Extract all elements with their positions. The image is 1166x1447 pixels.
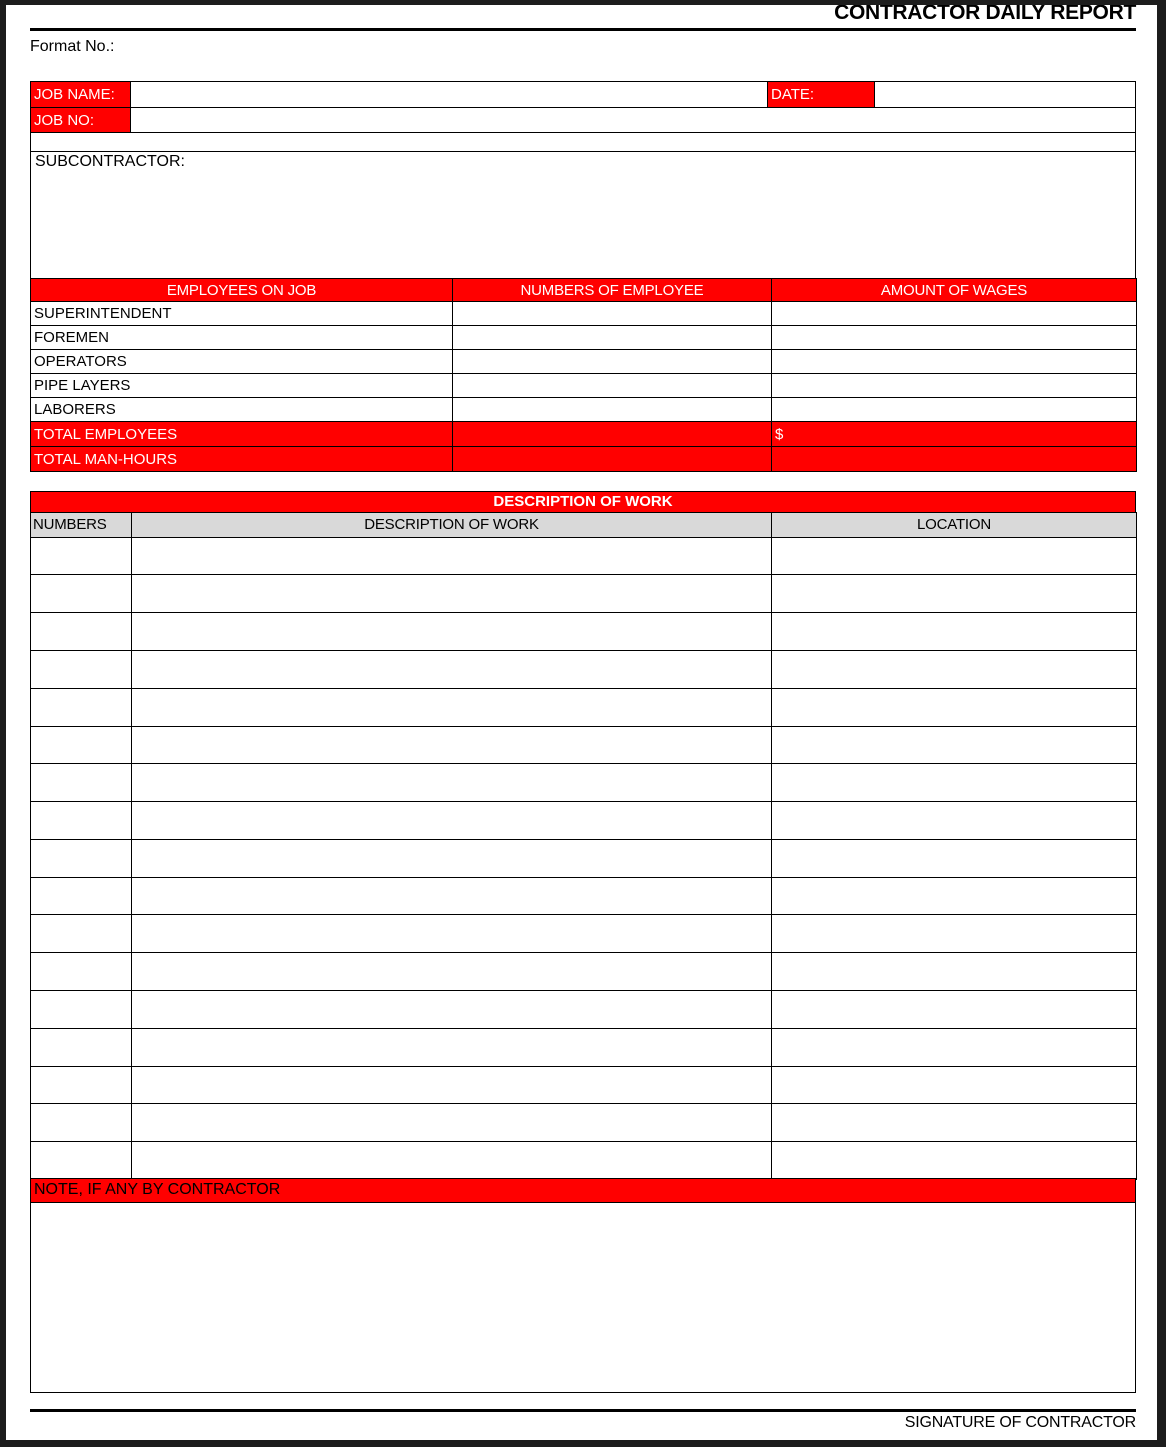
- format-no-label: Format No.:: [30, 38, 115, 55]
- work-numbers-cell[interactable]: [31, 1066, 132, 1104]
- work-location-cell[interactable]: [772, 764, 1137, 802]
- work-numbers-cell[interactable]: [31, 802, 132, 840]
- total-wages-cell[interactable]: $: [772, 422, 1137, 447]
- work-row: [31, 915, 1137, 953]
- work-description-cell[interactable]: [132, 839, 772, 877]
- work-row: [31, 537, 1137, 575]
- work-numbers-cell[interactable]: [31, 953, 132, 991]
- employee-type-label: SUPERINTENDENT: [31, 302, 453, 326]
- work-location-cell[interactable]: [772, 613, 1137, 651]
- description-of-work-header: DESCRIPTION OF WORK: [132, 512, 772, 537]
- amount-of-wages-header: AMOUNT OF WAGES: [772, 279, 1137, 302]
- work-description-cell[interactable]: [132, 537, 772, 575]
- section-gap: [30, 472, 1136, 491]
- work-row: [31, 575, 1137, 613]
- total-employees-count-cell[interactable]: [453, 422, 772, 447]
- work-description-cell[interactable]: [132, 688, 772, 726]
- work-description-cell[interactable]: [132, 953, 772, 991]
- work-description-cell[interactable]: [132, 613, 772, 651]
- work-numbers-cell[interactable]: [31, 537, 132, 575]
- employee-type-label: OPERATORS: [31, 350, 453, 374]
- note-bar: [30, 1178, 1136, 1203]
- employee-row-operators: [31, 350, 1137, 374]
- title-divider: [30, 28, 1136, 31]
- date-label: DATE:: [768, 82, 875, 108]
- total-man-hours-label: TOTAL MAN-HOURS: [31, 447, 453, 472]
- description-of-work-section-header: DESCRIPTION OF WORK: [30, 491, 1136, 513]
- work-numbers-cell[interactable]: [31, 764, 132, 802]
- subcontractor-label: SUBCONTRACTOR:: [35, 153, 185, 170]
- work-location-cell[interactable]: [772, 877, 1137, 915]
- numbers-header: NUMBERS: [31, 512, 132, 537]
- employee-wages-cell[interactable]: [772, 398, 1137, 422]
- signature-label: SIGNATURE OF CONTRACTOR: [904, 1414, 1136, 1432]
- work-location-cell[interactable]: [772, 575, 1137, 613]
- employee-count-cell[interactable]: [453, 398, 772, 422]
- work-row: [31, 877, 1137, 915]
- work-description-cell[interactable]: [132, 1142, 772, 1180]
- work-numbers-cell[interactable]: [31, 915, 132, 953]
- work-numbers-cell[interactable]: [31, 688, 132, 726]
- work-description-cell[interactable]: [132, 877, 772, 915]
- work-row: [31, 726, 1137, 764]
- work-row: [31, 764, 1137, 802]
- work-location-cell[interactable]: [772, 802, 1137, 840]
- work-row: [31, 953, 1137, 991]
- work-location-cell[interactable]: [772, 537, 1137, 575]
- work-location-cell[interactable]: [772, 1028, 1137, 1066]
- total-man-hours-wages-cell[interactable]: [772, 447, 1137, 472]
- work-row: [31, 839, 1137, 877]
- total-man-hours-row: [31, 447, 1137, 472]
- employee-row-laborers: [31, 398, 1137, 422]
- work-description-cell[interactable]: [132, 1104, 772, 1142]
- employee-wages-cell[interactable]: [772, 350, 1137, 374]
- work-description-cell[interactable]: [132, 726, 772, 764]
- work-row: [31, 991, 1137, 1029]
- total-man-hours-count-cell[interactable]: [453, 447, 772, 472]
- work-location-cell[interactable]: [772, 991, 1137, 1029]
- work-row: [31, 650, 1137, 688]
- work-location-cell[interactable]: [772, 839, 1137, 877]
- work-row: [31, 1104, 1137, 1142]
- work-location-cell[interactable]: [772, 726, 1137, 764]
- spacer-cell: [31, 133, 1136, 152]
- employees-table-header-row: [31, 279, 1137, 302]
- page-content: [6, 2, 1157, 1432]
- job-name-field[interactable]: [131, 82, 768, 108]
- work-table-body: [31, 537, 1137, 1180]
- work-row: [31, 1028, 1137, 1066]
- employee-row-superintendent: [31, 302, 1137, 326]
- work-location-cell[interactable]: [772, 688, 1137, 726]
- work-table-header-row: [31, 512, 1137, 537]
- page-title: CONTRACTOR DAILY REPORT: [834, 1, 1136, 24]
- work-numbers-cell[interactable]: [31, 839, 132, 877]
- job-name-row: [31, 82, 1136, 108]
- work-numbers-cell[interactable]: [31, 1028, 132, 1066]
- employee-type-label: PIPE LAYERS: [31, 374, 453, 398]
- job-no-field[interactable]: [131, 108, 1136, 133]
- subcontractor-box[interactable]: [30, 151, 1136, 280]
- work-numbers-cell[interactable]: [31, 726, 132, 764]
- employee-wages-cell[interactable]: [772, 326, 1137, 350]
- signature-line: [30, 1409, 1136, 1412]
- work-description-cell[interactable]: [132, 575, 772, 613]
- work-numbers-cell[interactable]: [31, 1104, 132, 1142]
- work-numbers-cell[interactable]: [31, 613, 132, 651]
- description-of-work-table: [30, 512, 1137, 1181]
- work-location-cell[interactable]: [772, 915, 1137, 953]
- work-location-cell[interactable]: [772, 1066, 1137, 1104]
- location-header: LOCATION: [772, 512, 1137, 537]
- job-info-table: [30, 81, 1136, 152]
- employee-row-pipe-layers: [31, 374, 1137, 398]
- employees-table: [30, 278, 1137, 472]
- employee-wages-cell[interactable]: [772, 374, 1137, 398]
- employee-count-cell[interactable]: [453, 326, 772, 350]
- employee-wages-cell[interactable]: [772, 302, 1137, 326]
- work-numbers-cell[interactable]: [31, 575, 132, 613]
- date-field[interactable]: [875, 82, 1136, 108]
- work-description-cell[interactable]: [132, 650, 772, 688]
- job-no-label: JOB NO:: [31, 108, 131, 133]
- work-description-cell[interactable]: [132, 802, 772, 840]
- employee-count-cell[interactable]: [453, 374, 772, 398]
- work-row: [31, 1066, 1137, 1104]
- work-location-cell[interactable]: [772, 953, 1137, 991]
- note-box[interactable]: [30, 1203, 1136, 1393]
- total-employees-label: TOTAL EMPLOYEES: [31, 422, 453, 447]
- employee-count-cell[interactable]: [453, 302, 772, 326]
- work-location-cell[interactable]: [772, 1142, 1137, 1180]
- employee-row-foremen: [31, 326, 1137, 350]
- work-row: [31, 1142, 1137, 1180]
- note-label: NOTE, IF ANY BY CONTRACTOR: [34, 1181, 281, 1199]
- work-numbers-cell[interactable]: [31, 1142, 132, 1180]
- work-numbers-cell[interactable]: [31, 650, 132, 688]
- work-row: [31, 802, 1137, 840]
- work-row: [31, 613, 1137, 651]
- work-description-cell[interactable]: [132, 1028, 772, 1066]
- job-name-label: JOB NAME:: [31, 82, 131, 108]
- work-description-cell[interactable]: [132, 764, 772, 802]
- numbers-of-employee-header: NUMBERS OF EMPLOYEE: [453, 279, 772, 302]
- employee-count-cell[interactable]: [453, 350, 772, 374]
- work-description-cell[interactable]: [132, 915, 772, 953]
- spacer-row: [31, 133, 1136, 152]
- total-employees-row: [31, 422, 1137, 447]
- job-no-row: [31, 108, 1136, 133]
- work-numbers-cell[interactable]: [31, 991, 132, 1029]
- work-location-cell[interactable]: [772, 650, 1137, 688]
- employees-on-job-header: EMPLOYEES ON JOB: [31, 279, 453, 302]
- employee-type-label: LABORERS: [31, 398, 453, 422]
- work-description-cell[interactable]: [132, 1066, 772, 1104]
- work-location-cell[interactable]: [772, 1104, 1137, 1142]
- work-description-cell[interactable]: [132, 991, 772, 1029]
- employee-type-label: FOREMEN: [31, 326, 453, 350]
- work-row: [31, 688, 1137, 726]
- work-numbers-cell[interactable]: [31, 877, 132, 915]
